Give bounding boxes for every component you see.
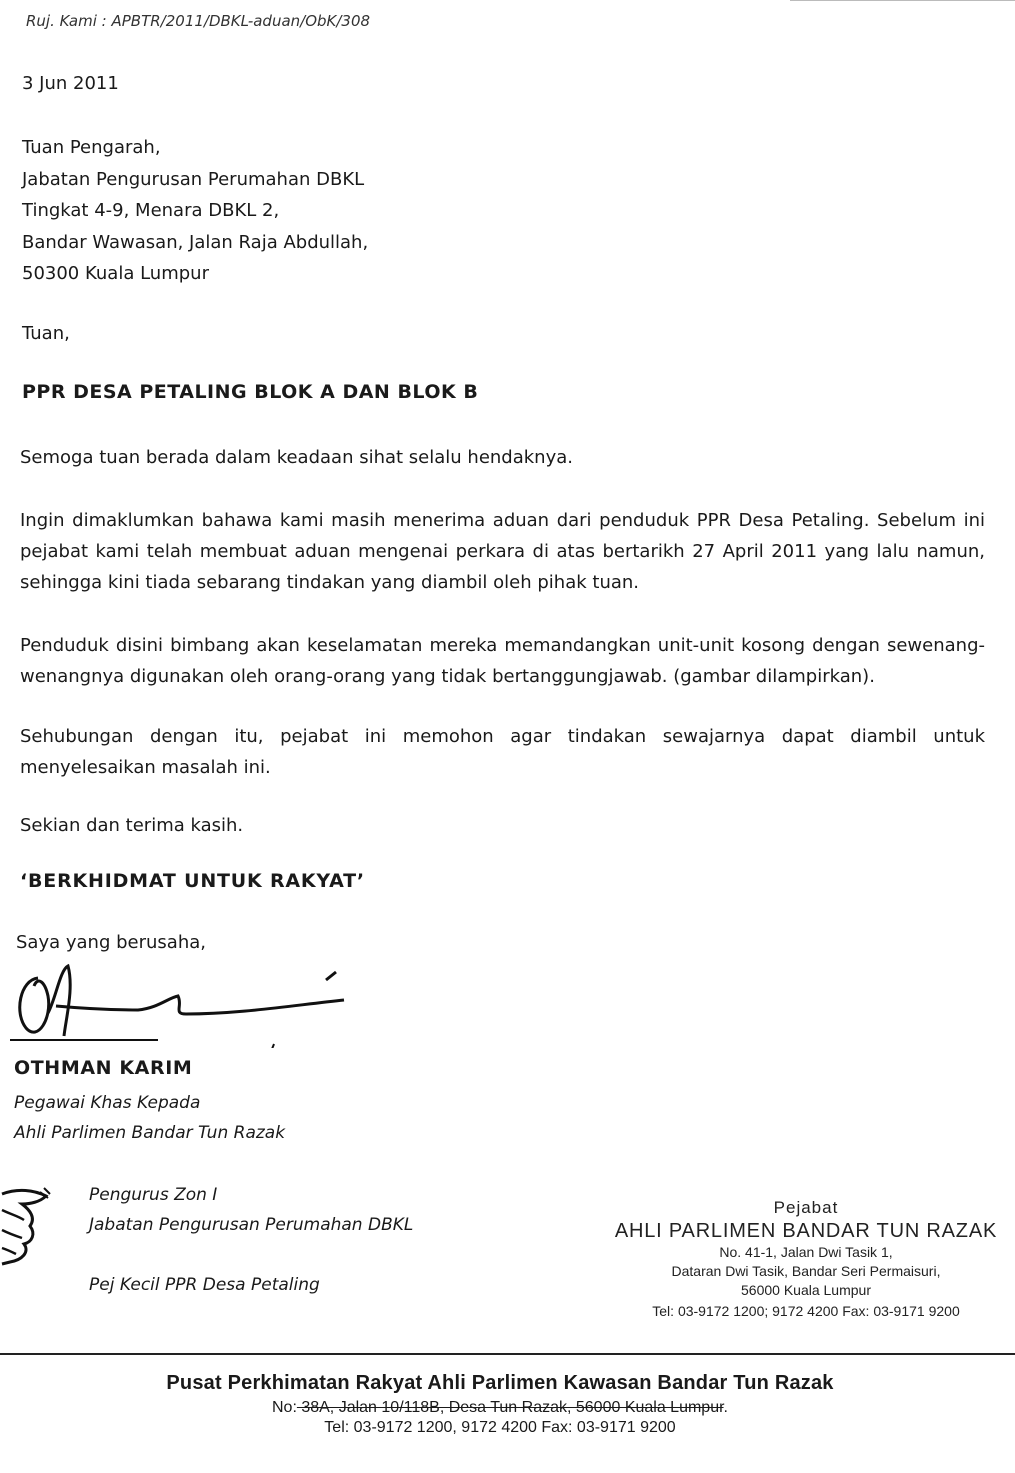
cc-list (89, 1180, 549, 1300)
recipient-line: Tuan Pengarah, (22, 137, 161, 158)
footer-office-name: Pusat Perkhimatan Rakyat Ahli Parlimen Kawasan Bandar Tun Razak (166, 1372, 834, 1394)
stamp-address-line: Dataran Dwi Tasik, Bandar Seri Permaisuri, (671, 1263, 941, 1279)
cc-line: Pej Kecil PPR Desa Petaling (89, 1275, 320, 1295)
recipient-line: Bandar Wawasan, Jalan Raja Abdullah, (22, 231, 369, 253)
office-stamp (600, 1198, 1012, 1321)
stamp-address-line: 56000 Kuala Lumpur (741, 1282, 871, 1298)
recipient-address (22, 132, 368, 290)
footer-address-suffix: . (723, 1399, 728, 1416)
reference-number: Ruj. Kami : APBTR/2011/DBKL-aduan/ObK/308 (26, 12, 371, 30)
letter-subject: PPR DESA PETALING BLOK A DAN BLOK B (22, 381, 479, 403)
handwritten-signature (8, 958, 353, 1048)
footer-divider (0, 1353, 1015, 1355)
signer-title (14, 1088, 414, 1148)
stamp-address-line: No. 41-1, Jalan Dwi Tasik 1, (719, 1244, 893, 1260)
footer-phone: Tel: 03-9172 1200, 9172 4200 Fax: 03-9171 9200 (324, 1419, 676, 1436)
stamp-office-name: AHLI PARLIMEN BANDAR TUN RAZAK (614, 1220, 998, 1242)
stamp-heading: Pejabat (773, 1198, 839, 1217)
top-edge-line (790, 0, 1015, 1)
cc-line: Pengurus Zon I (89, 1185, 218, 1205)
recipient-line: Jabatan Pengurusan Perumahan DBKL (22, 168, 365, 190)
cc-line: Jabatan Pengurusan Perumahan DBKL (89, 1215, 414, 1235)
footer-address (0, 1399, 1000, 1417)
sign-off: Saya yang berusaha, (16, 932, 206, 953)
letter-date: 3 Jun 2011 (22, 73, 119, 94)
greeting-paragraph: Semoga tuan berada dalam keadaan sihat selalu hendaknya. (20, 447, 573, 468)
motto: ‘BERKHIDMAT UNTUK RAKYAT’ (20, 870, 365, 892)
footer-address-prefix: No: (271, 1399, 297, 1416)
salutation: Tuan, (22, 323, 70, 344)
recipient-line: Tingkat 4-9, Menara DBKL 2, (22, 200, 280, 221)
signer-title-line: Pegawai Khas Kepada (14, 1093, 201, 1113)
body-paragraph-1: Ingin dimaklumkan bahawa kami masih menerima aduan dari penduduk PPR Desa Petaling. Sebelum ini pejabat kami telah membuat aduan mengenai perkara di atas bertarikh 27 April 2011 yang lalu namun, sehingga kini tiada sebarang tindakan yang diambil oleh pihak tuan. (20, 510, 985, 593)
signer-name: OTHMAN KARIM (14, 1057, 193, 1079)
body-paragraph-3: Sehubungan dengan itu, pejabat ini memohon agar tindakan sewajarnya dapat diambil untuk menyelesaikan masalah ini. (20, 726, 985, 778)
signer-title-line: Ahli Parlimen Bandar Tun Razak (14, 1123, 286, 1143)
letterhead-footer (0, 1372, 1000, 1437)
closing-line: Sekian dan terima kasih. (20, 815, 244, 836)
body-paragraph-2: Penduduk disini bimbang akan keselamatan mereka memandangkan unit-unit kosong dengan sewenang-wenangnya digunakan oleh orang-orang yang tidak bertanggungjawab. (gambar dilampirkan). (20, 635, 985, 687)
recipient-line: 50300 Kuala Lumpur (22, 263, 209, 284)
pointing-hand-icon (0, 1180, 52, 1270)
stamp-phone: Tel: 03-9172 1200; 9172 4200 Fax: 03-9171 9200 (652, 1303, 960, 1319)
footer-address-struck: 38A, Jalan 10/118B, Desa Tun Razak, 56000 Kuala Lumpur (296, 1399, 724, 1416)
